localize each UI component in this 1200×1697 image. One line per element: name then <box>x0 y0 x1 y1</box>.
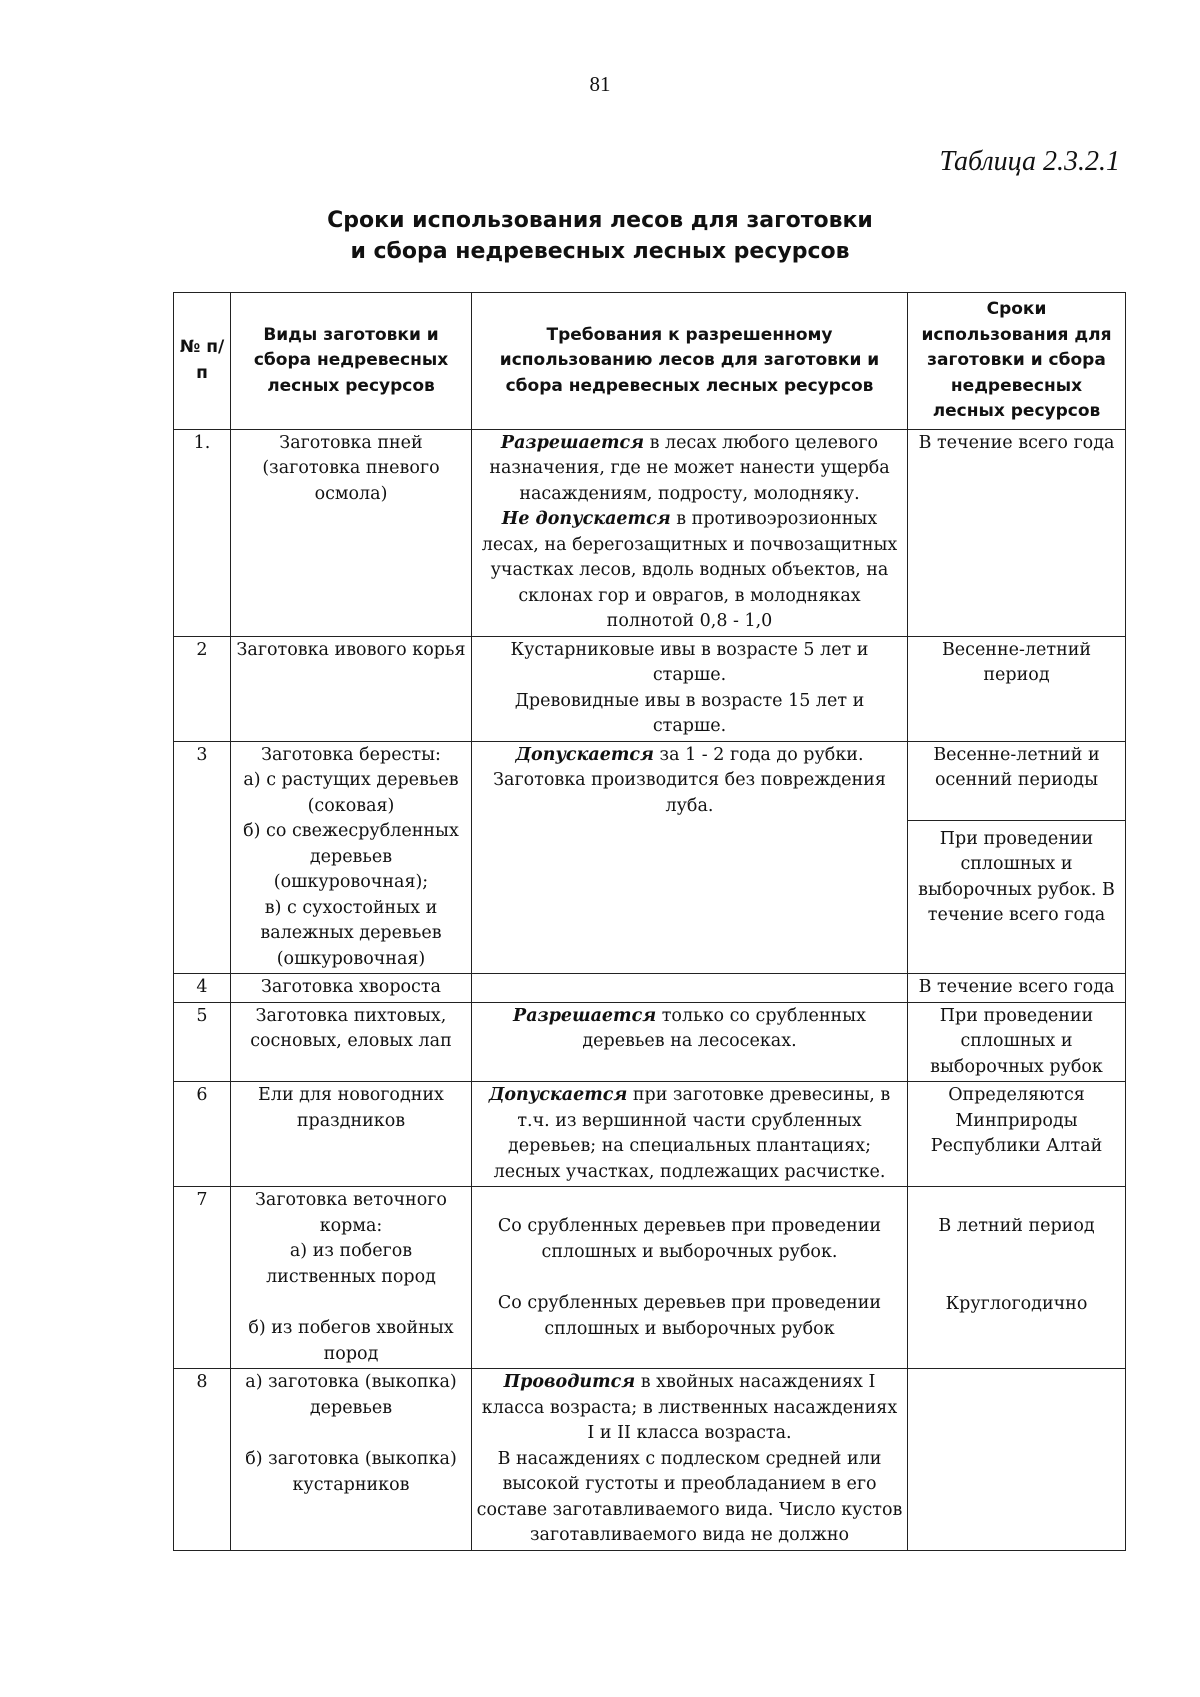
table-row <box>174 1002 1126 1082</box>
row-requirements <box>472 1082 908 1187</box>
table-title-line-2: и сбора недревесных лесных ресурсов <box>350 239 850 264</box>
emphasis-term: Не допускается <box>501 509 671 529</box>
requirement-paragraph <box>476 1370 903 1447</box>
row-num: 3 <box>174 741 231 974</box>
row-type <box>231 1369 472 1551</box>
row-requirements <box>472 974 908 1003</box>
requirement-text: в противоэрозионных лесах, на берегозащитных и почвозащитных участках лесов, вдоль водных объектов, на склонах гор и оврагов, в молодняках полнотой 0,8 - 1,0 <box>481 509 898 631</box>
row-requirements <box>472 741 908 974</box>
spacer <box>912 1240 1121 1266</box>
term-item: Круглогодично <box>945 1293 1088 1314</box>
requirement-paragraph <box>476 431 903 508</box>
row-num: 2 <box>174 636 231 741</box>
requirement-paragraph: Со срубленных деревьев при проведении сплошных и выборочных рубок <box>497 1293 882 1339</box>
header-terms: Сроки использования для заготовки и сбора недревесных лесных ресурсов <box>908 293 1126 430</box>
type-item: б) из побегов хвойных пород <box>248 1318 454 1364</box>
spacer <box>912 1266 1121 1292</box>
row-type: Заготовка хвороста <box>231 974 472 1003</box>
type-item: а) заготовка (выкопка) деревьев <box>245 1372 457 1418</box>
row-num: 5 <box>174 1002 231 1082</box>
requirement-paragraph: Со срубленных деревьев при проведении сплошных и выборочных рубок. <box>497 1216 882 1262</box>
emphasis-term: Проводится <box>503 1372 636 1392</box>
row-requirements <box>472 1002 908 1082</box>
type-item: б) со свежесрубленных деревьев (ошкуровочная); <box>243 821 459 892</box>
emphasis-term: Разрешается <box>500 432 645 453</box>
table-row <box>174 1369 1126 1551</box>
row-type: Заготовка ивового корья <box>231 636 472 741</box>
row-term: В течение всего года <box>908 429 1126 636</box>
table-row <box>174 429 1126 636</box>
type-item: Заготовка бересты: <box>261 744 441 765</box>
row-term: Определяются Минприроды Республики Алтай <box>908 1082 1126 1187</box>
table-title <box>0 205 1200 267</box>
term-item: В летний период <box>938 1216 1095 1236</box>
row-requirements <box>472 636 908 741</box>
page-number: 81 <box>589 72 611 96</box>
type-item: в) с сухостойных и валежных деревьев (ошкуровочная) <box>260 897 442 969</box>
row-requirements <box>472 1369 908 1551</box>
row-type: Заготовка пней (заготовка пневого осмола) <box>231 429 472 636</box>
emphasis-term: Допускается <box>515 744 654 765</box>
type-item: а) с растущих деревьев (соковая) <box>243 770 459 816</box>
row-term <box>908 741 1126 974</box>
table-row <box>174 636 1126 741</box>
requirement-paragraph <box>476 507 903 635</box>
requirement-paragraph: Кустарниковые ивы в возрасте 5 лет и старше. <box>510 639 869 685</box>
row-term <box>908 1187 1126 1369</box>
table-row <box>174 1187 1126 1369</box>
header-requirements: Требования к разрешенному использованию лесов для заготовки и сбора недревесных лесных ресурсов <box>472 293 908 430</box>
row-type <box>231 1187 472 1369</box>
type-item: а) из побегов лиственных пород <box>266 1241 436 1287</box>
requirement-paragraph: В насаждениях с подлеском средней или высокой густоты и преобладанием в его составе заготавливаемого вида. Число кустов заготавливаемого вида не должно <box>476 1448 903 1545</box>
spacer <box>476 1188 903 1214</box>
emphasis-term: Допускается <box>488 1085 628 1105</box>
requirement-text: за 1 - 2 года до рубки. Заготовка производится без повреждения луба. <box>493 744 886 816</box>
row-num: 4 <box>174 974 231 1003</box>
spacer <box>235 1421 467 1447</box>
table-header-row <box>174 293 1126 430</box>
emphasis-term: Разрешается <box>513 1005 657 1026</box>
row-term <box>908 1369 1126 1551</box>
row-num: 8 <box>174 1369 231 1551</box>
row-type <box>231 741 472 974</box>
table-caption: Таблица 2.3.2.1 <box>939 146 1120 177</box>
requirement-text: в хвойных насаждениях I класса возраста; в лиственных насаждениях I и II класса возраста. <box>481 1372 898 1443</box>
spacer <box>476 1265 903 1291</box>
term-item: Весенне-летний и осенний периоды <box>908 742 1125 821</box>
row-num: 1. <box>174 429 231 636</box>
term-item: При проведении сплошных и выборочных рубок. В течение всего года <box>918 828 1115 925</box>
row-requirements <box>472 1187 908 1369</box>
table-row <box>174 1082 1126 1187</box>
row-requirements <box>472 429 908 636</box>
requirement-text: только со срубленных деревьев на лесосеках. <box>582 1005 866 1051</box>
table-title-line-1: Сроки использования лесов для заготовки <box>327 208 873 233</box>
requirement-paragraph <box>476 743 903 820</box>
row-type: Ели для новогодних праздников <box>231 1082 472 1187</box>
row-term: В течение всего года <box>908 974 1126 1003</box>
row-type: Заготовка пихтовых, сосновых, еловых лап <box>231 1002 472 1082</box>
requirement-paragraph: Древовидные ивы в возрасте 15 лет и старше. <box>514 690 865 736</box>
requirement-paragraph <box>476 1004 903 1055</box>
requirement-paragraph <box>476 1083 903 1185</box>
row-term: Весенне-летний период <box>908 636 1126 741</box>
requirement-text: в лесах любого целевого назначения, где не может нанести ущерба насаждениям, подросту, молодняку. <box>489 432 890 504</box>
table-row <box>174 974 1126 1003</box>
row-num: 6 <box>174 1082 231 1187</box>
type-item: б) заготовка (выкопка) кустарников <box>245 1449 457 1495</box>
spacer <box>235 1290 467 1316</box>
resources-table <box>173 292 1126 1551</box>
requirement-text: при заготовке древесины, в т.ч. из вершинной части срубленных деревьев; на специальных плантациях; лесных участках, подлежащих расчистке. <box>493 1085 891 1182</box>
row-term: При проведении сплошных и выборочных рубок <box>908 1002 1126 1082</box>
header-num: № п/п <box>174 293 231 430</box>
type-item: Заготовка веточного корма: <box>255 1190 447 1236</box>
spacer <box>912 1188 1121 1214</box>
row-num: 7 <box>174 1187 231 1369</box>
header-types: Виды заготовки и сбора недревесных лесных ресурсов <box>231 293 472 430</box>
table-row <box>174 741 1126 974</box>
